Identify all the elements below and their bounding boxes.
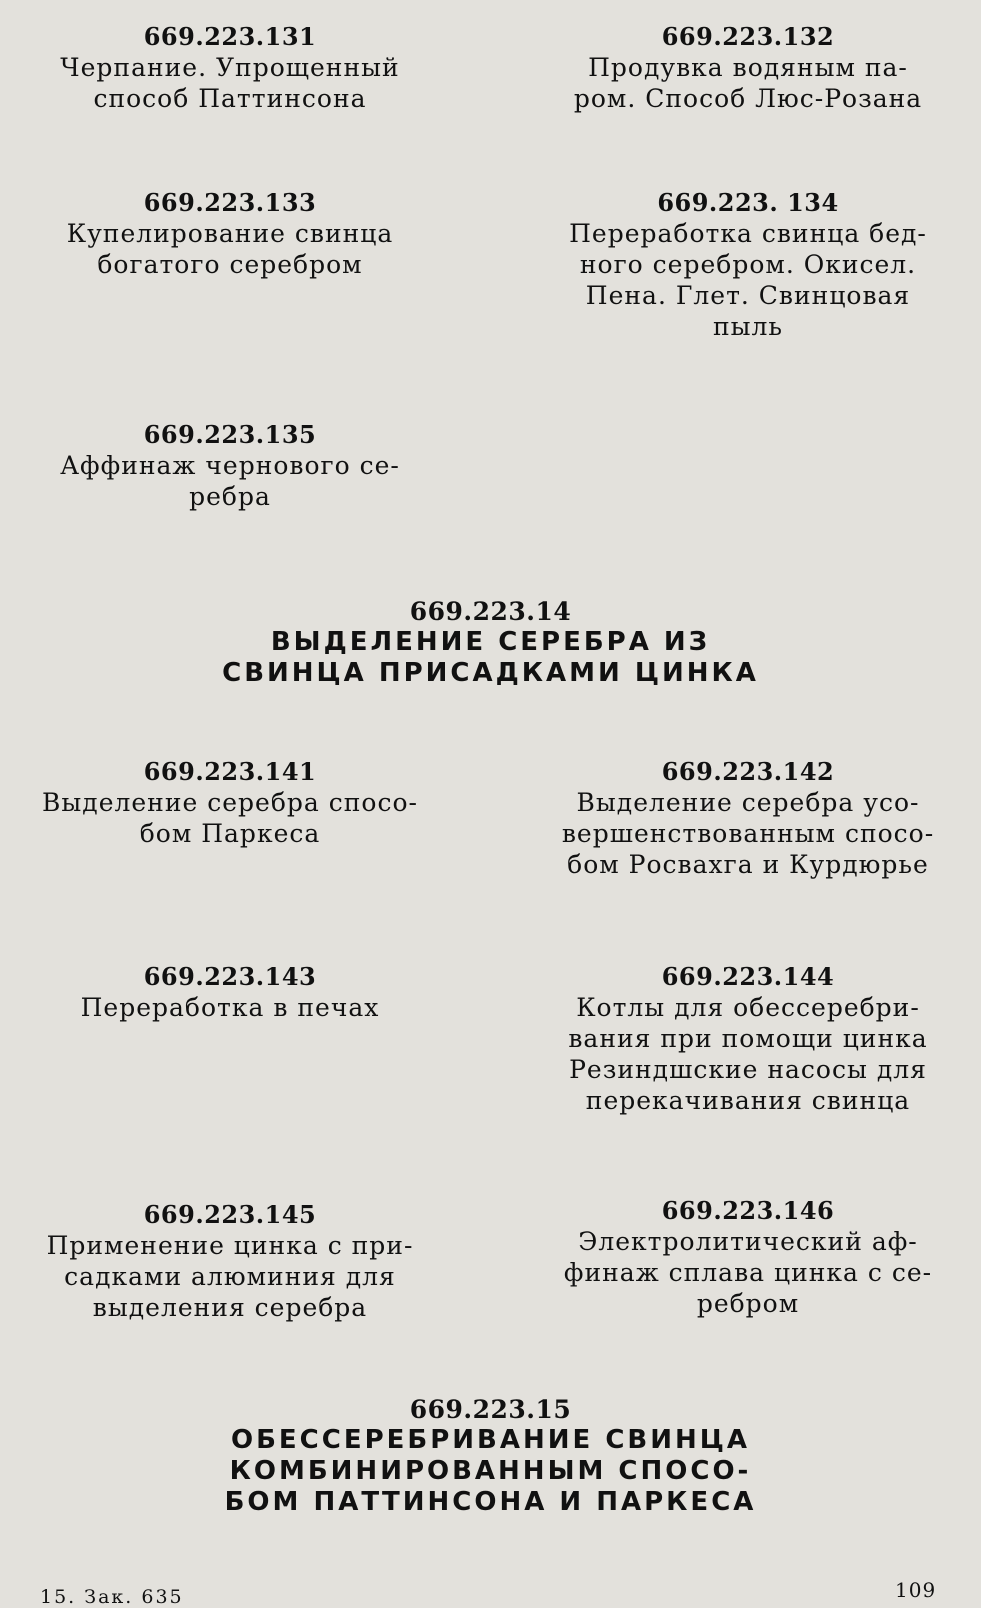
entry-text-line: Выделение серебра усо-	[576, 788, 920, 817]
entry-text-line: Переработка в печах	[80, 993, 380, 1022]
entry-text-line: пыль	[712, 312, 784, 341]
entry-text-line: Черпание. Упрощенный	[60, 53, 400, 82]
entry-text-line: вания при помощи цинка	[568, 1024, 928, 1053]
entry-669-223-146	[548, 1196, 948, 1319]
section-code: 669.223.15	[409, 1395, 572, 1424]
classification-code: 669.223.132	[661, 22, 835, 51]
classification-code: 669.223.144	[661, 962, 835, 991]
entry-text-line: Пена. Глет. Свинцовая	[585, 281, 911, 310]
entry-669-223-132	[548, 22, 948, 114]
classification-code: 669.223.143	[143, 962, 317, 991]
classification-code: 669.223. 134	[657, 188, 839, 217]
entry-text-line: садками алюминия для	[64, 1262, 396, 1291]
entry-text-line: Продувка водяным па-	[588, 53, 908, 82]
section-heading-line: ОБЕССЕРЕБРИВАНИЕ СВИНЦА	[231, 1425, 750, 1455]
section-heading-line: БОМ ПАТТИНСОНА И ПАРКЕСА	[224, 1487, 757, 1517]
classification-code: 669.223.133	[143, 188, 317, 217]
section-669-223-15	[0, 1395, 981, 1518]
entry-669-223-144	[548, 962, 948, 1116]
entry-text-line: ного серебром. Окисел.	[579, 250, 917, 279]
entry-text-line: финаж сплава цинка с се-	[563, 1258, 933, 1287]
classification-code: 669.223.141	[143, 757, 317, 786]
entry-text-line: Переработка свинца бед-	[569, 219, 927, 248]
entry-text-line: Котлы для обессеребри-	[576, 993, 920, 1022]
entry-669-223-142	[548, 757, 948, 880]
entry-text-line: вершенствованным спосо-	[561, 819, 935, 848]
entry-text-line: бом Росвахга и Курдюрье	[567, 850, 929, 879]
entry-text-line: ребра	[189, 482, 271, 511]
classification-code: 669.223.131	[143, 22, 317, 51]
entry-669-223-143	[30, 962, 430, 1023]
entry-669-223-145	[30, 1200, 430, 1323]
section-heading-line: СВИНЦА ПРИСАДКАМИ ЦИНКА	[222, 658, 759, 688]
entry-text-line: Применение цинка с при-	[46, 1231, 414, 1260]
entry-text-line: Резиндшские насосы для	[569, 1055, 927, 1084]
entry-text-line: выделения серебра	[92, 1293, 368, 1322]
entry-text-line: Купелирование свинца	[66, 219, 394, 248]
entry-text-line: Выделение серебра спосо-	[42, 788, 418, 817]
entry-text-line: богатого серебром	[97, 250, 363, 279]
entry-669-223-134	[548, 188, 948, 342]
entry-text-line: способ Паттинсона	[93, 84, 367, 113]
section-heading-line: КОМБИНИРОВАННЫМ СПОСО-	[229, 1456, 752, 1486]
entry-669-223-141	[30, 757, 430, 849]
classification-code: 669.223.146	[661, 1196, 835, 1225]
entry-669-223-133	[30, 188, 430, 280]
entry-669-223-131	[30, 22, 430, 114]
section-code: 669.223.14	[409, 597, 572, 626]
page-number: 109	[895, 1578, 937, 1602]
entry-text-line: ром. Способ Люс-Розана	[573, 84, 923, 113]
entry-669-223-135	[30, 420, 430, 512]
entry-text-line: Аффинаж чернового се-	[60, 451, 400, 480]
classification-code: 669.223.135	[143, 420, 317, 449]
entry-text-line: перекачивания свинца	[585, 1086, 911, 1115]
entry-text-line: бом Паркеса	[139, 819, 321, 848]
classification-code: 669.223.142	[661, 757, 835, 786]
entry-text-line: ребром	[696, 1289, 800, 1318]
section-669-223-14	[0, 597, 981, 689]
entry-text-line: Электролитический аф-	[578, 1227, 918, 1256]
printer-signature: 15. Зак. 635	[40, 1586, 184, 1608]
classification-code: 669.223.145	[143, 1200, 317, 1229]
section-heading-line: ВЫДЕЛЕНИЕ СЕРЕБРА ИЗ	[270, 627, 711, 657]
